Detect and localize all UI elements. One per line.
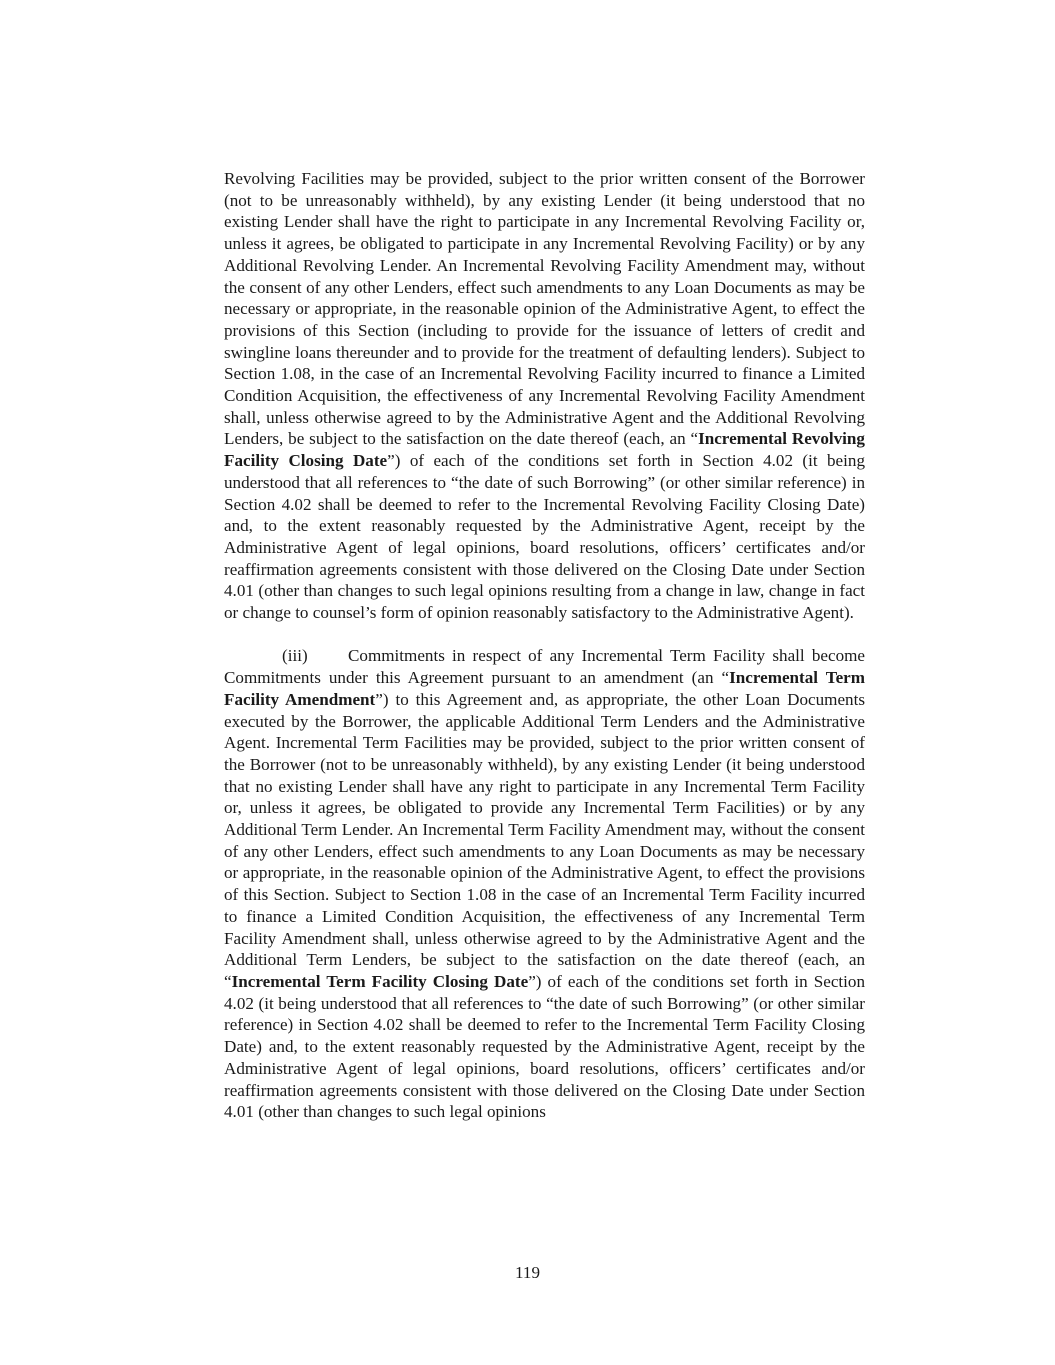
text-run: ”) to this Agreement and, as appropriate, the other Loan Documents executed by the Borrower, the applicable Additional Term Lenders and the Administrative Agent. Incremental Term Facilities may be provided, subject to the prior written consent of the Borrower (not to be unreasonably withheld), by any existing Lender (it being understood that no existing Lender shall have any right to participate in any Incremental Term Facility or, unless it agrees, be obligated to provide any Incremental Term Facilities) or by any Additional Term Lender. An Incremental Term Facility Amendment may, without the consent of any other Lenders, effect such amendments to any Loan Documents as may be necessary or appropriate, in the reasonable opinion of the Administrative Agent, to effect the provisions of this Section. Subject to Section 1.08 in the case of an Incremental Term Facility incurred to finance a Limited Condition Acquisition, the effectiveness of any Incremental Term Facility Amendment shall, unless otherwise agreed to by the Administrative Agent and the Additional Term Lenders, be subject to the satisfaction on the date thereof (each, an “ <box>224 689 865 991</box>
defined-term-incremental-term-facility-closing-date: Incremental Term Facility Closing Date <box>231 972 529 991</box>
paragraph-iii-incremental-term-facility <box>224 645 865 1122</box>
text-run: ”) of each of the conditions set forth in Section 4.02 (it being understood that all references to “the date of such Borrowing” (or other similar reference) in Section 4.02 shall be deemed to refer to the Incremental Term Facility Closing Date) and, to the extent reasonably requested by the Administrative Agent, receipt by the Administrative Agent of legal opinions, board resolutions, officers’ certificates and/or reaffirmation agreements consistent with those delivered on the Closing Date under Section 4.01 (other than changes to such legal opinions <box>224 972 866 1122</box>
defined-term-incremental-revolving-facility-closing-date: Incremental Revolving Facility Closing Date <box>224 429 865 471</box>
paragraph-revolving-facilities <box>224 168 865 624</box>
document-body <box>224 168 865 1123</box>
text-run: Commitments in respect of any Incremental Term Facility shall become Commitments under this Agreement pursuant to an amendment (an “ <box>224 646 865 688</box>
text-run: ”) of each of the conditions set forth in Section 4.02 (it being understood that all references to “the date of such Borrowing” (or other similar reference) in Section 4.02 shall be deemed to refer to the Incremental Revolving Facility Closing Date) and, to the extent reasonably requested by the Administrative Agent, receipt by the Administrative Agent of legal opinions, board resolutions, officers’ certificates and/or reaffirmation agreements consistent with those delivered on the Closing Date under Section 4.01 (other than changes to such legal opinions resulting from a change in law, change in fact or change to counsel’s form of opinion reasonably satisfactory to the Administrative Agent). <box>224 451 865 623</box>
clause-marker: (iii) <box>282 646 308 666</box>
text-run: Revolving Facilities may be provided, subject to the prior written consent of the Borrower (not to be unreasonably withheld), by any existing Lender (it being understood that no existing Lender shall have the right to participate in any Incremental Revolving Facility or, unless it agrees, be obligated to participate in any Incremental Revolving Facility) or by any Additional Revolving Lender. An Incremental Revolving Facility Amendment may, without the consent of any other Lenders, effect such amendments to any Loan Documents as may be necessary or appropriate, in the reasonable opinion of the Administrative Agent, to effect the provisions of this Section (including to provide for the issuance of letters of credit and swingline loans thereunder and to provide for the treatment of defaulting lenders). Subject to Section 1.08, in the case of an Incremental Revolving Facility incurred to finance a Limited Condition Acquisition, the effectiveness of any Incremental Revolving Facility Amendment shall, unless otherwise agreed to by the Administrative Agent and the Additional Revolving Lenders, be subject to the satisfaction on the date thereof (each, an “ <box>224 169 865 449</box>
defined-term-incremental-term-facility-amendment: Incremental Term Facility Amendment <box>224 668 865 709</box>
page-number: 119 <box>514 1263 540 1282</box>
